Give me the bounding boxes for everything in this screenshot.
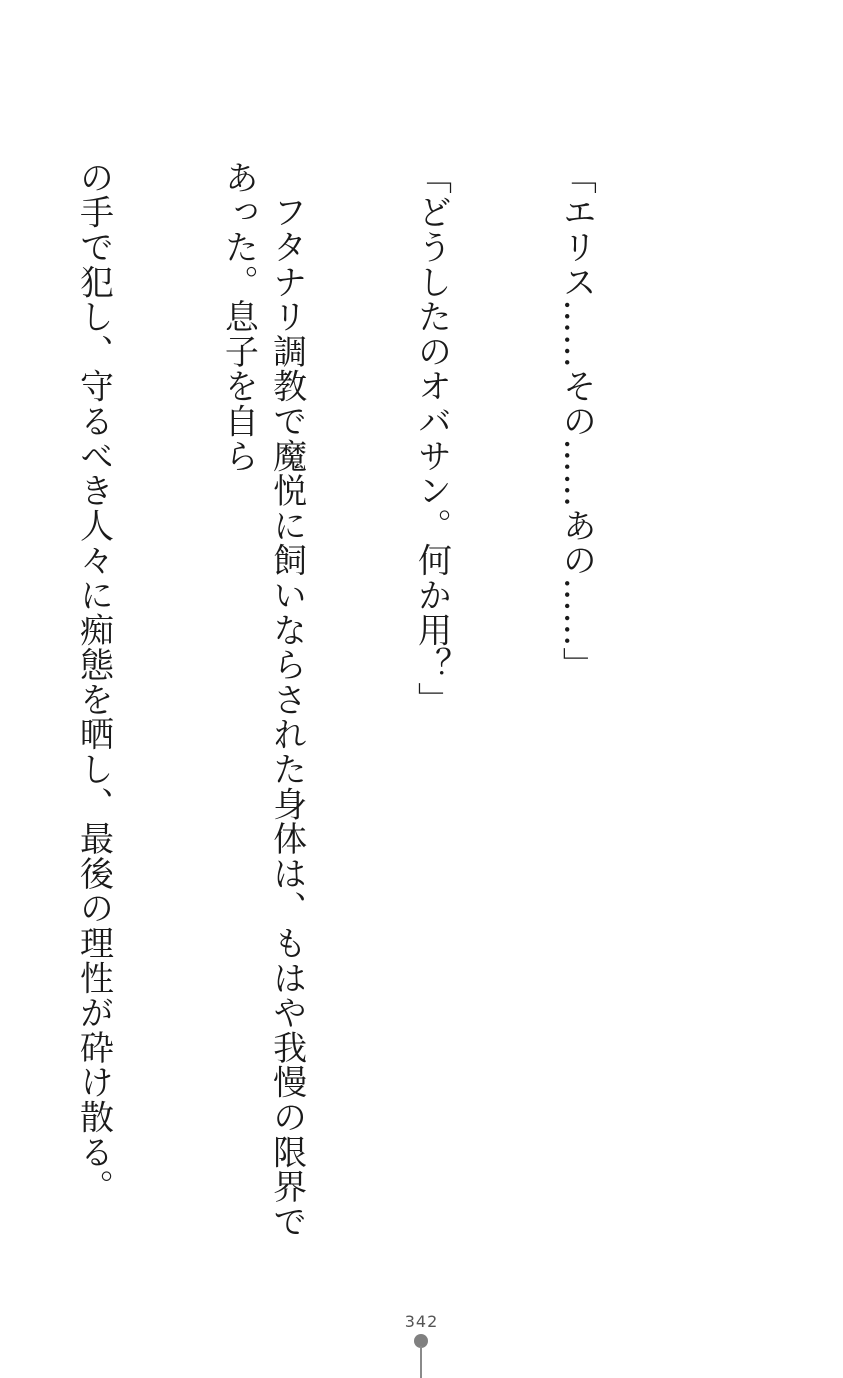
text-line: の手で犯し、守るべき人々に痴態を晒し、最後の理性が砕け散る。	[73, 160, 114, 1204]
text-line: フタナリ調教で魔悦に飼いならされた身体は、もはや我慢の限界であった。息子を自ら	[218, 160, 307, 1239]
vertical-text-block	[0, 160, 697, 1240]
text-line: 「どうしたのオバサン。何か用？」	[411, 160, 452, 717]
page-number: 342	[404, 1312, 439, 1331]
folio-line	[420, 1346, 422, 1378]
text-line: 「エリス……その……あの……」	[556, 160, 597, 682]
